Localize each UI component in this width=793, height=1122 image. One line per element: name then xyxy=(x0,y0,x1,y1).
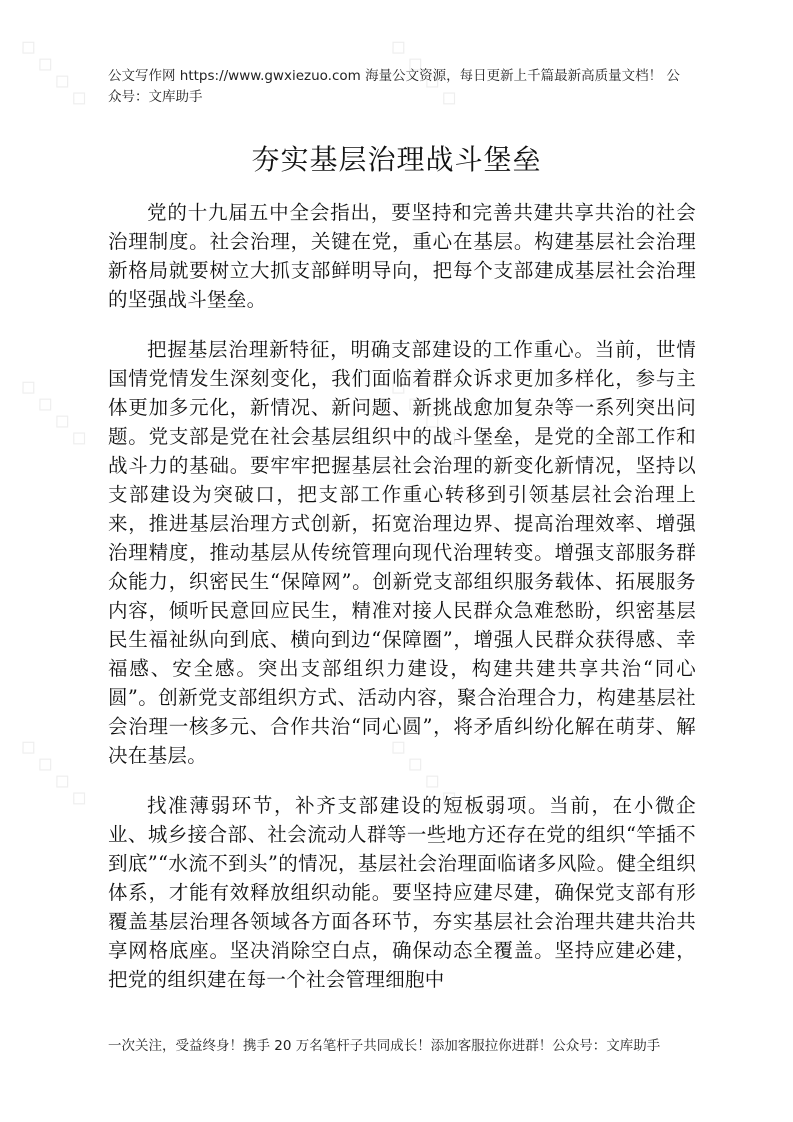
page-header: 公文写作网 https://www.gwxiezuo.com 海量公文资源，每日更新上千篇最新高质量文档！ 公众号：文库助手 xyxy=(108,68,680,105)
page-footer: 一次关注，受益终身！携手 20 万名笔杆子共同成长！添加客服拉你进群！公众号：文库助手 xyxy=(108,1038,661,1054)
paragraph-2: 把握基层治理新特征，明确支部建设的工作重心。当前，世情国情党情发生深刻变化，我们面临着群众诉求更加多样化，参与主体更加多元化，新情况、新问题、新挑战愈加复杂等一系列突出问题。党支部是党在社会基层组织中的战斗堡垒，是党的全部工作和战斗力的基础。要牢牢把握基层社会治理的新变化新情况，坚持以支部建设为突破口，把支部工作重心转移到引领基层社会治理上来，推进基层治理方式创新，拓宽治理边界、提高治理效率、增强治理精度，推动基层从传统管理向现代治理转变。增强支部服务群众能力，织密民生“保障网”。创新党支部组织服务载体、拓展服务内容，倾听民意回应民生，精准对接人民群众急难愁盼，织密基层民生福祉纵向到底、横向到边“保障圈”，增强人民群众获得感、幸福感、安全感。突出支部组织力建设，构建共建共享共治“同心圆”。创新党支部组织方式、活动内容，聚合治理合力，构建基层社会治理一核多元、合作共治“同心圆”，将矛盾纠纷化解在萌芽、解决在基层。 xyxy=(108,338,696,767)
paragraph-3: 找准薄弱环节，补齐支部建设的短板弱项。当前，在小微企业、城乡接合部、社会流动人群等一些地方还存在党的组织“竿插不到底”“水流不到头”的情况，基层社会治理面临诸多风险。健全组织体系，才能有效释放组织动能。要坚持应建尽建，确保党支部有形覆盖基层治理各领域各方面各环节，夯实基层社会治理共建共治共享网格底座。坚决消除空白点，确保动态全覆盖。坚持应建必建，把党的组织建在每一个社会管理细胞中 xyxy=(108,794,696,991)
watermark-logo: ◇ ◇ ◇ ◇ xyxy=(384,732,465,813)
paragraph-1: 党的十九届五中全会指出，要坚持和完善共建共享共治的社会治理制度。社会治理，关键在党，重心在基层。构建基层社会治理新格局就要树立大抓支部鲜明导向，把每个支部建成基层社会治理的坚强战斗堡垒。 xyxy=(108,201,696,311)
document-title: 夯实基层治理战斗堡垒 xyxy=(251,143,542,176)
watermark-logo: ◇ ◇ ◇ ◇ xyxy=(384,32,465,113)
document-body xyxy=(108,198,696,1015)
watermark-logo: ◇ ◇ ◇ ◇ xyxy=(14,372,95,453)
watermark-logo: ◇ ◇ ◇ ◇ xyxy=(384,372,465,453)
watermark-logo: ◇ ◇ ◇ ◇ xyxy=(14,32,95,113)
watermark-logo: ◇ ◇ ◇ ◇ xyxy=(14,732,95,813)
